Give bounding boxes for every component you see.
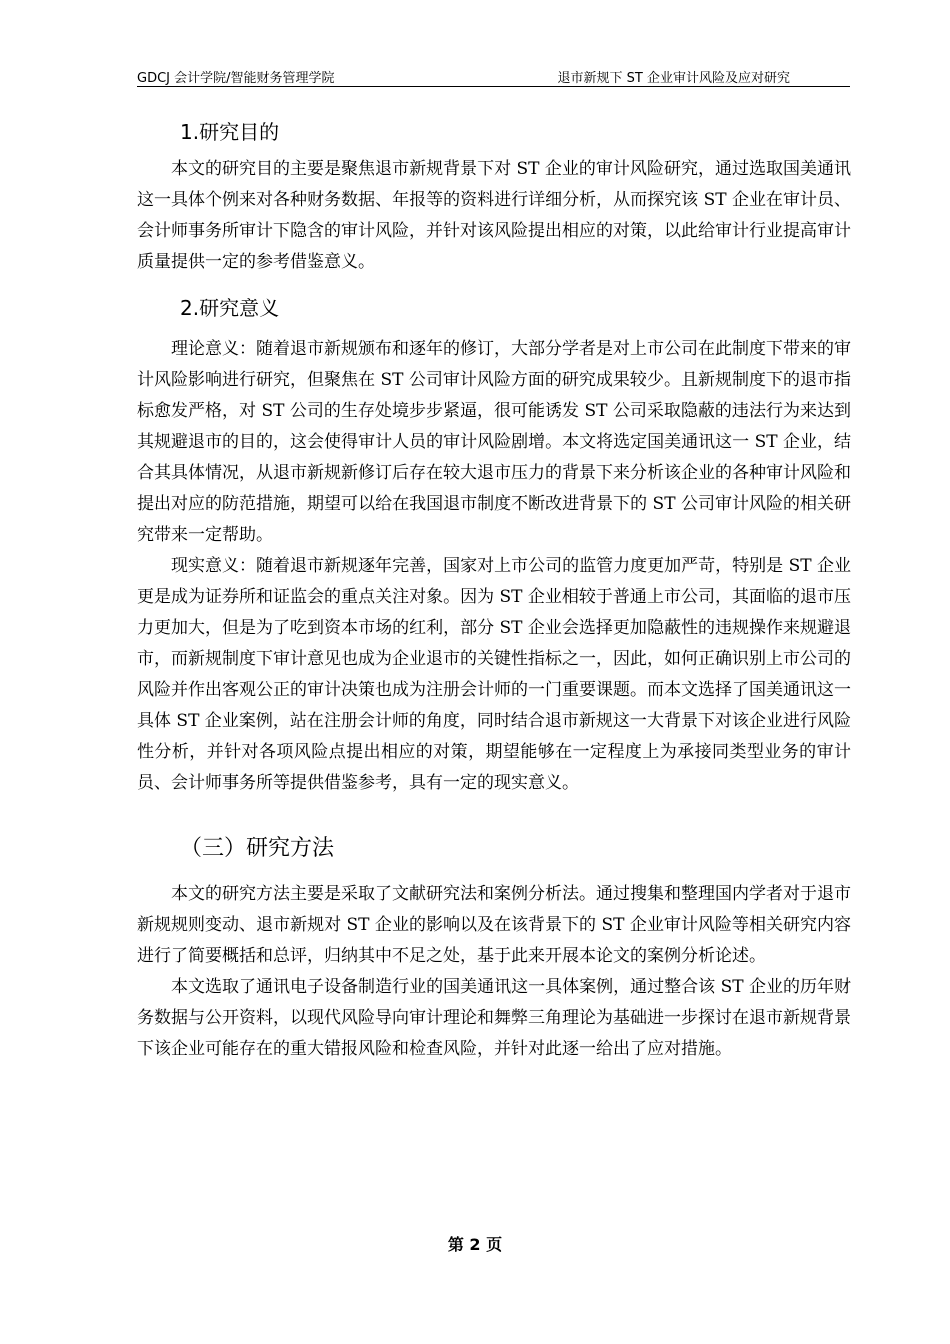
heading-research-method: （三）研究方法 xyxy=(180,836,335,861)
paragraph-practical-significance: 现实意义：随着退市新规逐年完善，国家对上市公司的监管力度更加严苛，特别是 ST 企业更是成为证券所和证监会的重点关注对象。因为 ST 企业相较于普通上市公司，其面临的退市压力更加大，但是为了吃到资本市场的红利，部分 ST 企业会选择更加隐蔽性的违规操作来规避退市，而新规制度下审计意见也成为企业退市的关键性指标之一，因此，如何正确识别上市公司的风险并作出客观公正的审计决策也成为注册会计师的一门重要课题。而本文选择了国美通讯这一具体 ST 企业案例，站在注册会计师的角度，同时结合退市新规这一大背景下对该企业进行风险性分析，并针对各项风险点提出相应的对策，期望能够在一定程度上为承接同类型业务的审计员、会计师事务所等提供借鉴参考，具有一定的现实意义。 xyxy=(137,556,851,793)
paragraph-purpose: 本文的研究目的主要是聚焦退市新规背景下对 ST 企业的审计风险研究，通过选取国美通讯这一具体个例来对各种财务数据、年报等的资料进行详细分析，从而探究该 ST 企业在审计员、会计师事务所审计下隐含的审计风险，并针对该风险提出相应的对策，以此给审计行业提高审计质量提供一定的参考借鉴意义。 xyxy=(137,159,851,272)
header-paper-title: 退市新规下 ST 企业审计风险及应对研究 xyxy=(557,71,790,86)
heading-research-significance: 2.研究意义 xyxy=(180,296,280,320)
page-header xyxy=(137,66,850,87)
heading-research-purpose: 1.研究目的 xyxy=(180,120,280,144)
page-body xyxy=(137,110,851,1065)
paragraph-theoretical-significance: 理论意义：随着退市新规颁布和逐年的修订，大部分学者是对上市公司在此制度下带来的审计风险影响进行研究，但聚焦在 ST 公司审计风险方面的研究成果较少。且新规制度下的退市指标愈发严格，对 ST 公司的生存处境步步紧逼，很可能诱发 ST 公司采取隐蔽的违法行为来达到其规避退市的目的，这会使得审计人员的审计风险剧增。本文将选定国美通讯这一 ST 企业，结合其具体情况，从退市新规新修订后存在较大退市压力的背景下来分析该企业的各种审计风险和提出对应的防范措施，期望可以给在我国退市制度不断改进背景下的 ST 公司审计风险的相关研究带来一定帮助。 xyxy=(137,339,851,545)
page-number: 第 2 页 xyxy=(447,1235,503,1254)
paragraph-method-1: 本文的研究方法主要是采取了文献研究法和案例分析法。通过搜集和整理国内学者对于退市新规规则变动、退市新规对 ST 企业的影响以及在该背景下的 ST 企业审计风险等相关研究内容进行了简要概括和总评，归纳其中不足之处，基于此来开展本论文的案例分析论述。 xyxy=(137,884,851,966)
header-institution: GDCJ 会计学院/智能财务管理学院 xyxy=(137,71,335,86)
paragraph-method-2: 本文选取了通讯电子设备制造行业的国美通讯这一具体案例，通过整合该 ST 企业的历年财务数据与公开资料，以现代风险导向审计理论和舞弊三角理论为基础进一步探讨在退市新规背景下该企业可能存在的重大错报风险和检查风险，并针对此逐一给出了应对措施。 xyxy=(137,977,851,1059)
